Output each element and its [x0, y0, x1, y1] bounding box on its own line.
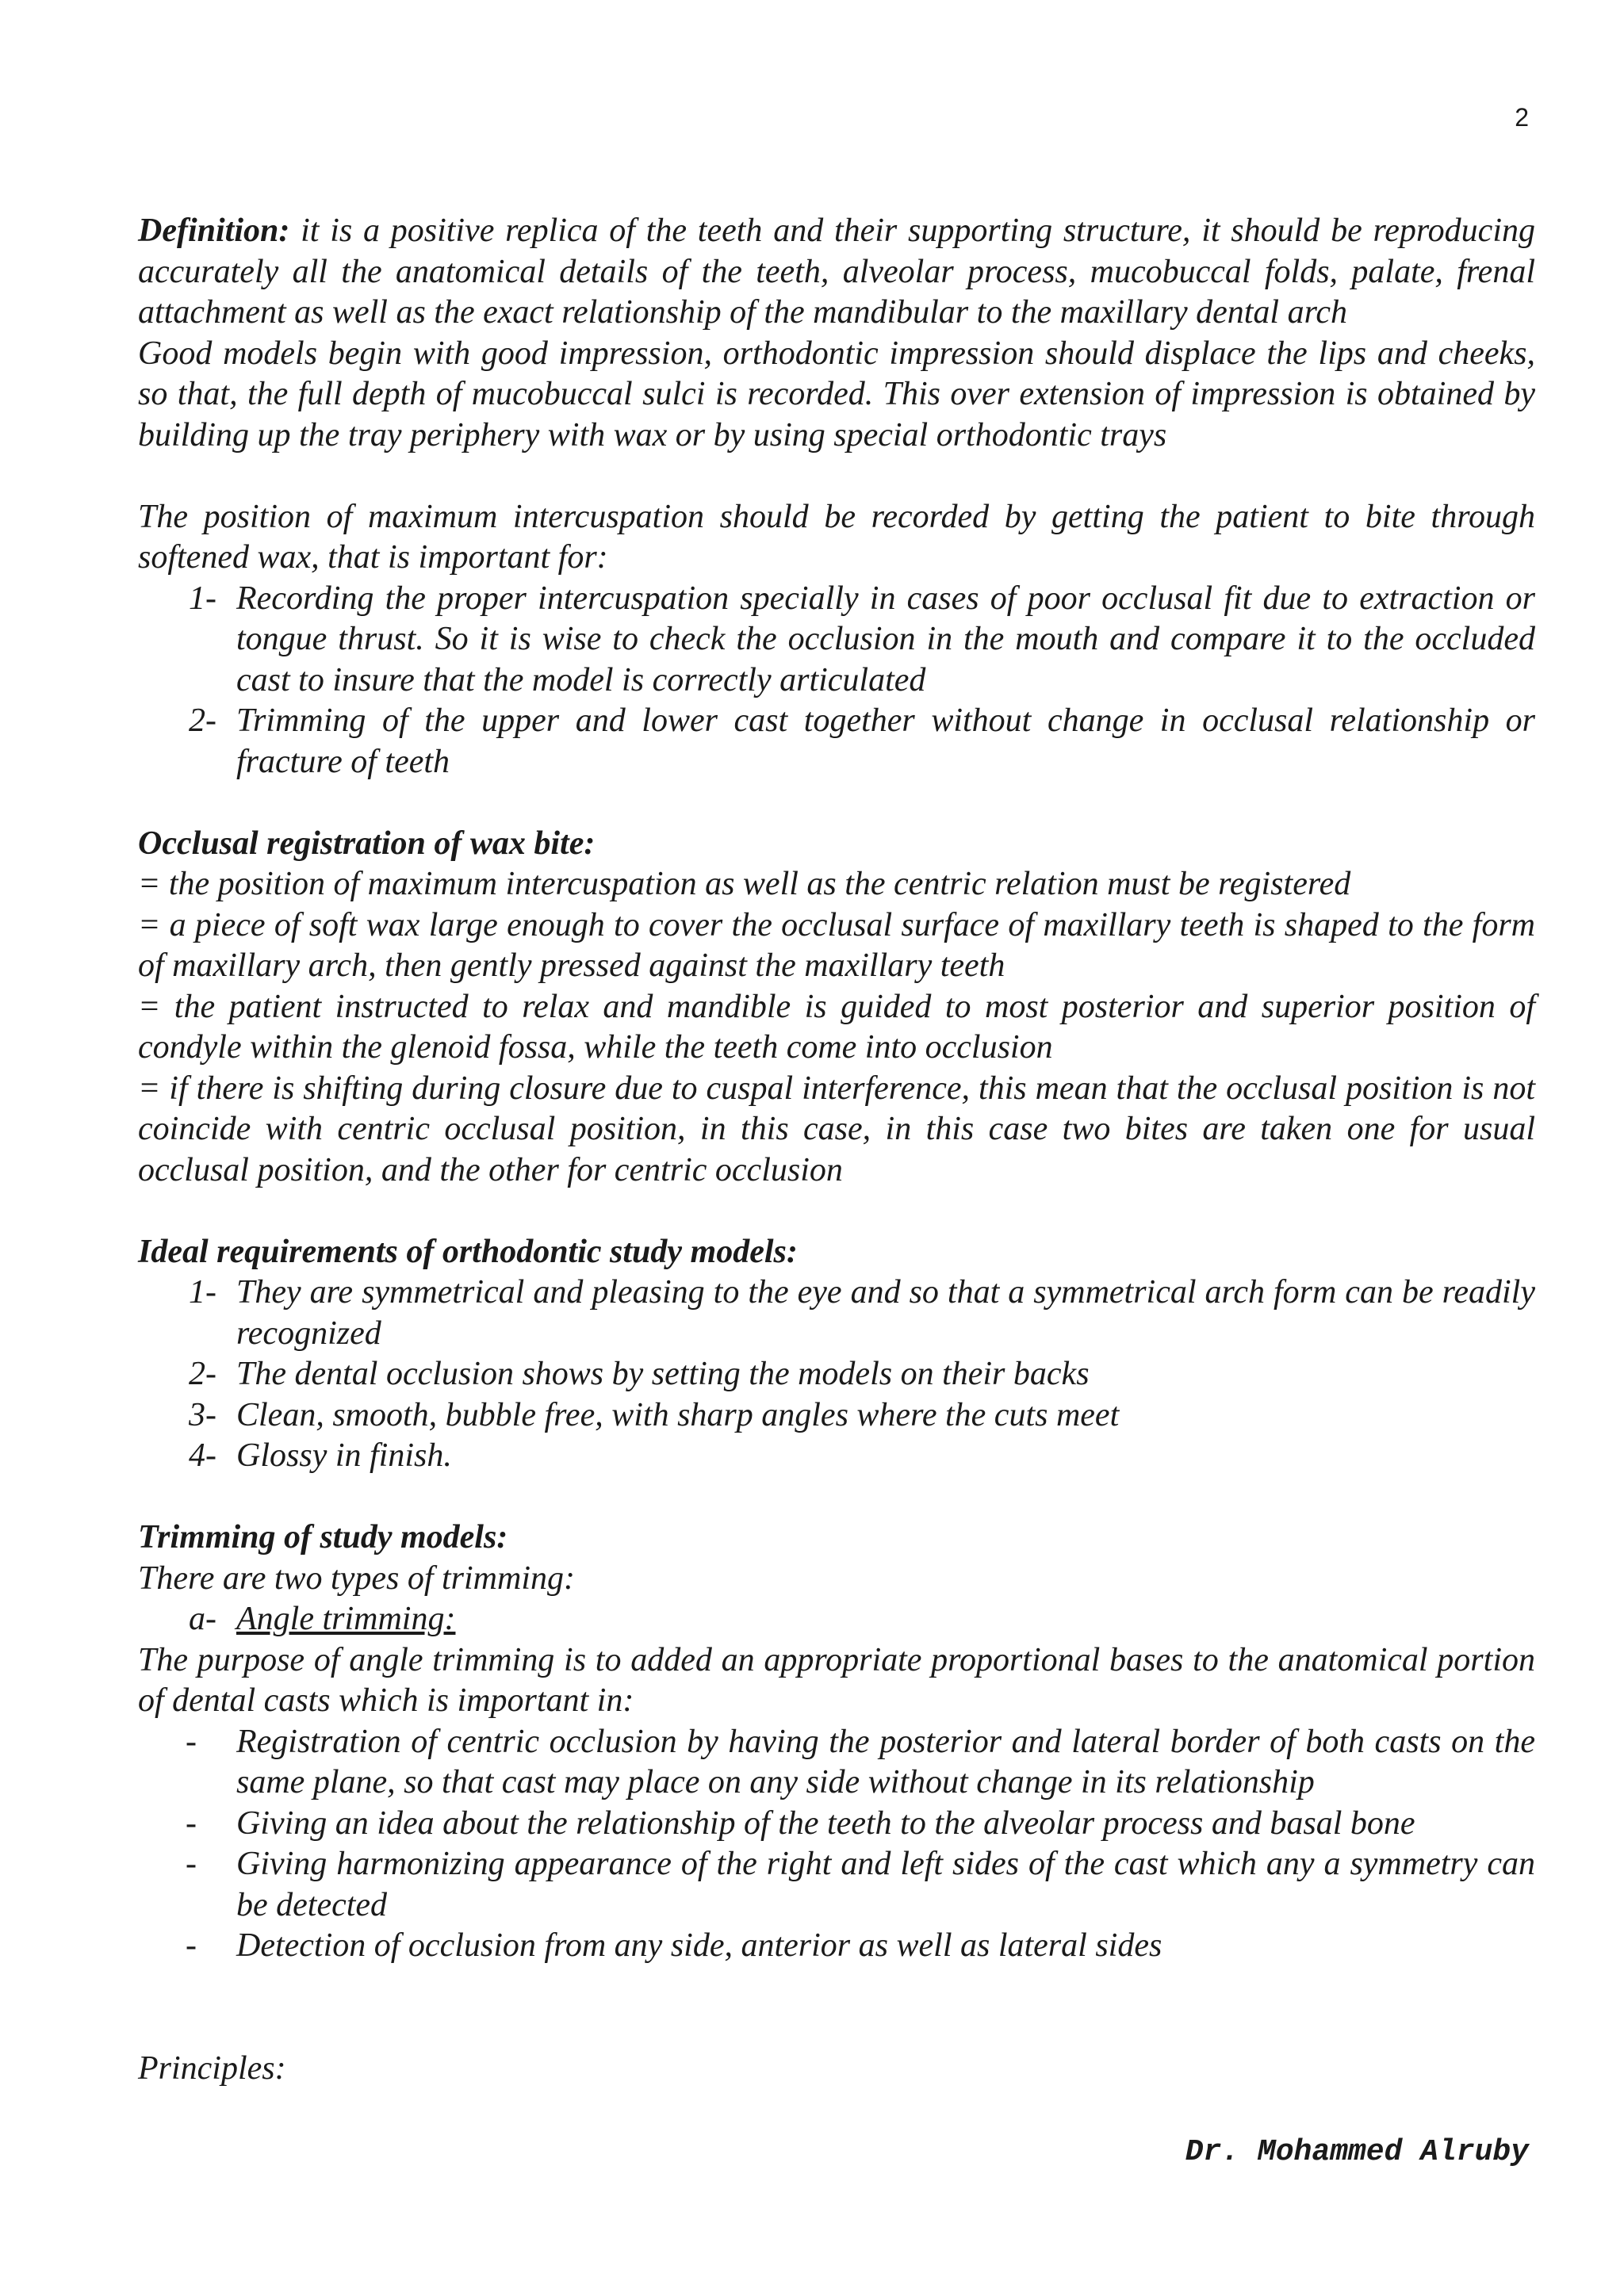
- list-item-text: Giving an idea about the relationship of the teeth to the alveolar process and basal bone: [236, 1804, 1415, 1842]
- list-marker: -: [186, 1927, 197, 1964]
- list-item: [138, 1354, 1535, 1395]
- list-item: [138, 1395, 1535, 1437]
- angle-trimming-subheading: [138, 1599, 1535, 1640]
- list-item-text: Registration of centric occlusion by having the posterior and lateral border of both casts on the same plane, so that cast may place on any side without change in its relationship: [236, 1723, 1535, 1800]
- list-marker: 2-: [189, 702, 216, 739]
- spacer: [138, 456, 1535, 497]
- list-marker: -: [186, 1804, 197, 1842]
- list-item-text: Giving harmonizing appearance of the right and left sides of the cast which any a symmetry can be detected: [236, 1846, 1535, 1923]
- list-marker: 2-: [189, 1356, 216, 1392]
- spacer: [138, 2007, 1535, 2049]
- list-item: [138, 1722, 1535, 1804]
- list-item: [138, 1844, 1535, 1926]
- wax-bite-line: = the patient instructed to relax and mandible is guided to most posterior and superior position of condyle within the glenoid fossa, while the teeth come into occlusion: [138, 988, 1535, 1066]
- list-item: [138, 579, 1535, 702]
- definition-text: it is a positive replica of the teeth and their supporting structure, it should be reproducing accurately all the anatomical details of the teeth, alveolar process, mucobuccal folds, palate, frenal attachment as well as the exact relationship of the mandibular to the maxillary dental arch: [138, 212, 1535, 331]
- trimming-intro: There are two types of trimming:: [138, 1559, 576, 1597]
- intercuspation-list: [138, 579, 1535, 783]
- document-body: [138, 211, 1535, 2089]
- ideal-requirements-heading: Ideal requirements of orthodontic study models:: [138, 1233, 798, 1270]
- principles-heading: Principles:: [138, 2049, 286, 2087]
- intercuspation-intro: The position of maximum intercuspation should be recorded by getting the patient to bite through softened wax, that is important for:: [138, 498, 1535, 576]
- list-marker: -: [186, 1846, 197, 1882]
- list-item-text: They are symmetrical and pleasing to the eye and so that a symmetrical arch form can be readily recognized: [236, 1274, 1535, 1352]
- list-item-text: Recording the proper intercuspation specially in cases of poor occlusal fit due to extraction or tongue thrust. So it is wise to check the occlusion in the mouth and compare it to the occluded cast to insure that the model is correctly articulated: [236, 580, 1535, 698]
- list-item-text: The dental occlusion shows by setting the models on their backs: [236, 1356, 1090, 1392]
- footer-author: Dr. Mohammed Alruby: [1185, 2135, 1529, 2169]
- list-marker: 4-: [189, 1437, 216, 1474]
- spacer: [138, 1477, 1535, 1518]
- wax-bite-heading: Occlusal registration of wax bite:: [138, 825, 596, 862]
- list-item-text: Clean, smooth, bubble free, with sharp angles where the cuts meet: [236, 1396, 1120, 1433]
- list-item: [138, 1272, 1535, 1354]
- list-marker: a-: [189, 1601, 216, 1637]
- list-item: [138, 1436, 1535, 1477]
- definition-paragraph: [138, 211, 1535, 334]
- list-marker: 1-: [189, 580, 216, 617]
- ideal-requirements-list: [138, 1272, 1535, 1477]
- list-item-text: Glossy in finish.: [236, 1437, 452, 1474]
- models-paragraph: Good models begin with good impression, orthodontic impression should displace the lips and cheeks, so that, the full depth of mucobuccal sulci is recorded. This over extension of impression is obtained by building up the tray periphery with wax or by using special orthodontic trays: [138, 335, 1535, 453]
- wax-bite-line: = if there is shifting during closure due to cuspal interference, this mean that the occlusal position is not coincide with centric occlusal position, in this case, in this case two bites are taken one for usual occlusal position, and the other for centric occlusion: [138, 1070, 1535, 1188]
- trimming-heading: Trimming of study models:: [138, 1519, 508, 1556]
- angle-trimming-purpose: The purpose of angle trimming is to added an appropriate proportional bases to the anatomical portion of dental casts which is important in:: [138, 1641, 1535, 1719]
- list-item-text: Trimming of the upper and lower cast together without change in occlusal relationship or fracture of teeth: [236, 702, 1535, 780]
- list-item: [138, 1804, 1535, 1845]
- list-marker: 1-: [189, 1274, 216, 1311]
- spacer: [138, 1191, 1535, 1232]
- list-marker: 3-: [189, 1396, 216, 1433]
- list-item: [138, 701, 1535, 783]
- page-number: 2: [1515, 103, 1529, 132]
- spacer: [138, 1967, 1535, 2008]
- list-marker: -: [186, 1723, 197, 1760]
- wax-bite-line: = a piece of soft wax large enough to cover the occlusal surface of maxillary teeth is shaped to the form of maxillary arch, then gently pressed against the maxillary teeth: [138, 906, 1535, 984]
- list-item-text: Detection of occlusion from any side, anterior as well as lateral sides: [236, 1927, 1162, 1964]
- wax-bite-line: = the position of maximum intercuspation as well as the centric relation must be registered: [138, 866, 1351, 902]
- definition-label: Definition:: [138, 212, 290, 249]
- spacer: [138, 783, 1535, 824]
- angle-trimming-list: [138, 1722, 1535, 1967]
- list-item: [138, 1926, 1535, 1967]
- angle-trimming-label: Angle trimming:: [236, 1601, 456, 1637]
